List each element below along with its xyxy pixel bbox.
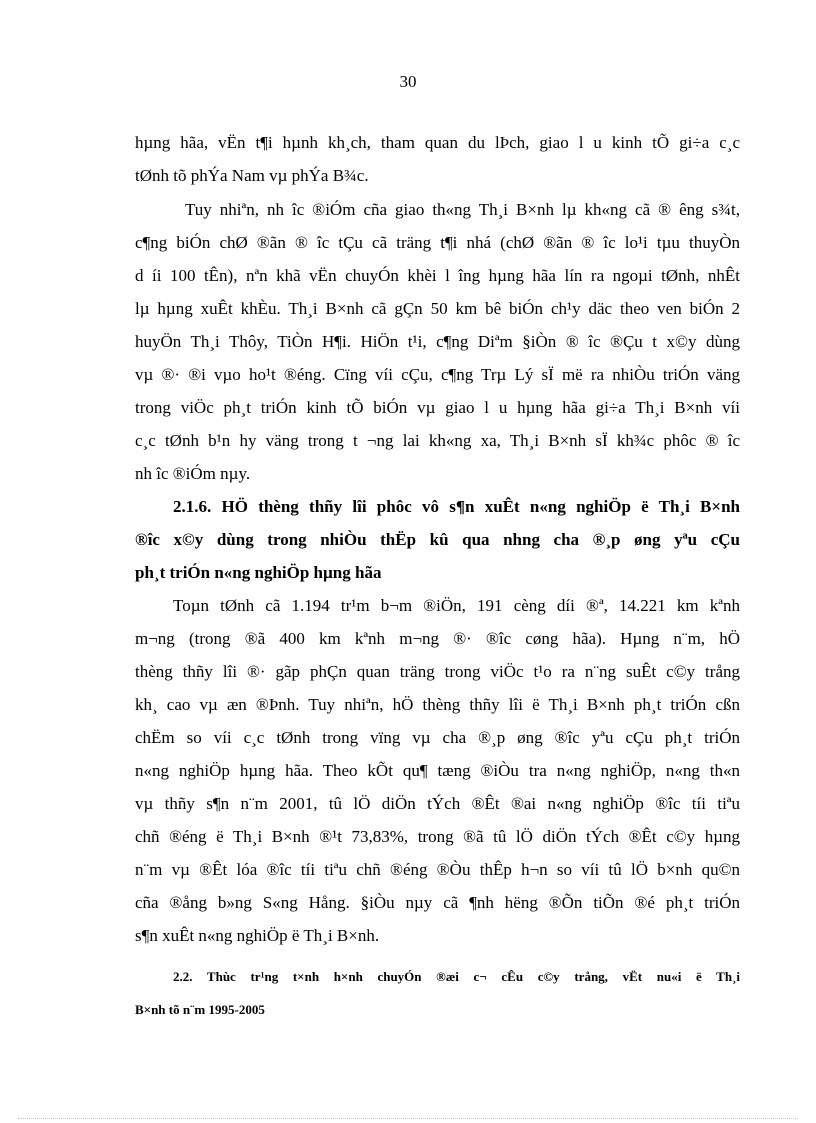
section-heading: ph¸t triÓn n«ng nghiÖp hµng hãa bbox=[135, 563, 382, 582]
text-line: n«ng nghiÖp hµng hãa. Theo kÕt qu¶ tæng ®iÒu tra n«ng nghiÖp, n«ng th«n bbox=[135, 761, 740, 780]
text-line: Toµn tØnh cã 1.194 tr¹m b¬m ®iÖn, 191 cèng díi ®ª, 14.221 km kªnh bbox=[173, 596, 740, 615]
text-line: cña ®ång b»ng S«ng Hång. §iÒu nµy cã ¶nh hëng ®Õn tiÕn ®é ph¸t triÓn bbox=[135, 893, 740, 912]
section-heading: 2.1.6. HÖ thèng thñy lîi phôc vô s¶n xuÊt n«ng nghiÖp ë Th¸i B×nh bbox=[173, 497, 740, 516]
text-line: s¶n xuÊt n«ng nghiÖp ë Th¸i B×nh. bbox=[135, 926, 380, 945]
page-number: 30 bbox=[399, 72, 417, 91]
text-line: chËm so víi c¸c tØnh trong vïng vµ cha ®¸p øng ®îc yªu cÇu ph¸t triÓn bbox=[135, 728, 740, 747]
text-line: thèng thñy lîi ®· gãp phÇn quan träng trong viÖc t¹o ra n¨ng suÊt c©y trång bbox=[135, 662, 740, 681]
text-line: trong viÖc ph¸t triÓn kinh tÕ biÓn vµ giao l u hµng hãa gi÷a Th¸i B×nh víi bbox=[135, 398, 740, 417]
text-line: chñ ®éng ë Th¸i B×nh ®¹t 73,83%, trong ®ã tû lÖ diÖn tÝch ®Êt c©y hµng bbox=[135, 827, 740, 846]
text-line: c¸c tØnh b¹n hy väng trong t ¬ng lai kh«ng xa, Th¸i B×nh sÏ kh¾c phôc ® îc bbox=[135, 431, 740, 450]
text-line: n¨m vµ ®Êt lóa ®îc tíi tiªu chñ ®éng ®Òu thÊp h¬n so víi tû lÖ b×nh qu©n bbox=[135, 860, 740, 879]
subsection-heading: B×nh tõ n¨m 1995-2005 bbox=[135, 1002, 265, 1017]
section-heading: ®îc x©y dùng trong nhiÒu thËp kû qua nhng cha ®¸p øng yªu cÇu bbox=[135, 530, 740, 549]
page-bottom-border bbox=[18, 1118, 798, 1119]
text-line: nh îc ®iÓm nµy. bbox=[135, 464, 251, 483]
text-line: vµ thñy s¶n n¨m 2001, tû lÖ diÖn tÝch ®Êt ®ai n«ng nghiÖp ®îc tíi tiªu bbox=[135, 794, 740, 813]
text-line: Tuy nhiªn, nh îc ®iÓm cña giao th«ng Th¸i B×nh lµ kh«ng cã ® êng s¾t, bbox=[185, 200, 740, 219]
subsection-heading: 2.2. Thùc tr¹ng t×nh h×nh chuyÓn ®æi c¬ cÊu c©y trång, vËt nu«i ë Th¸i bbox=[173, 969, 740, 984]
text-line: huyÖn Th¸i Thôy, TiÒn H¶i. HiÖn t¹i, c¶ng Diªm §iÒn ® îc ®Çu t x©y dùng bbox=[135, 332, 740, 351]
text-line: vµ ®· ®i vµo ho¹t ®éng. Cïng víi cÇu, c¶ng Trµ Lý sÏ më ra nhiÒu triÓn väng bbox=[135, 365, 740, 384]
text-line: hµng hãa, vËn t¶i hµnh kh¸ch, tham quan du lÞch, giao l u kinh tÕ gi÷a c¸c bbox=[135, 133, 740, 152]
text-line: m¬ng (trong ®ã 400 km kªnh m¬ng ®· ®îc cøng hãa). Hµng n¨m, hÖ bbox=[135, 629, 740, 648]
text-line: lµ hµng xuÊt khÈu. Th¸i B×nh cã gÇn 50 km bê biÓn ch¹y däc theo ven biÓn 2 bbox=[135, 299, 740, 318]
text-line: c¶ng biÓn chØ ®ãn ® îc tÇu cã träng t¶i nhá (chØ ®ãn ® îc lo¹i tµu thuyÒn bbox=[135, 233, 740, 252]
text-line: d íi 100 tÊn), nªn khã vËn chuyÓn khèi l îng hµng hãa lín ra ngoµi tØnh, nhÊt bbox=[135, 266, 740, 285]
text-line: kh¸ cao vµ æn ®Þnh. Tuy nhiªn, hÖ thèng thñy lîi ë Th¸i B×nh ph¸t triÓn cßn bbox=[135, 695, 740, 714]
text-line: tØnh tõ phÝa Nam vµ phÝa B¾c. bbox=[135, 166, 369, 185]
